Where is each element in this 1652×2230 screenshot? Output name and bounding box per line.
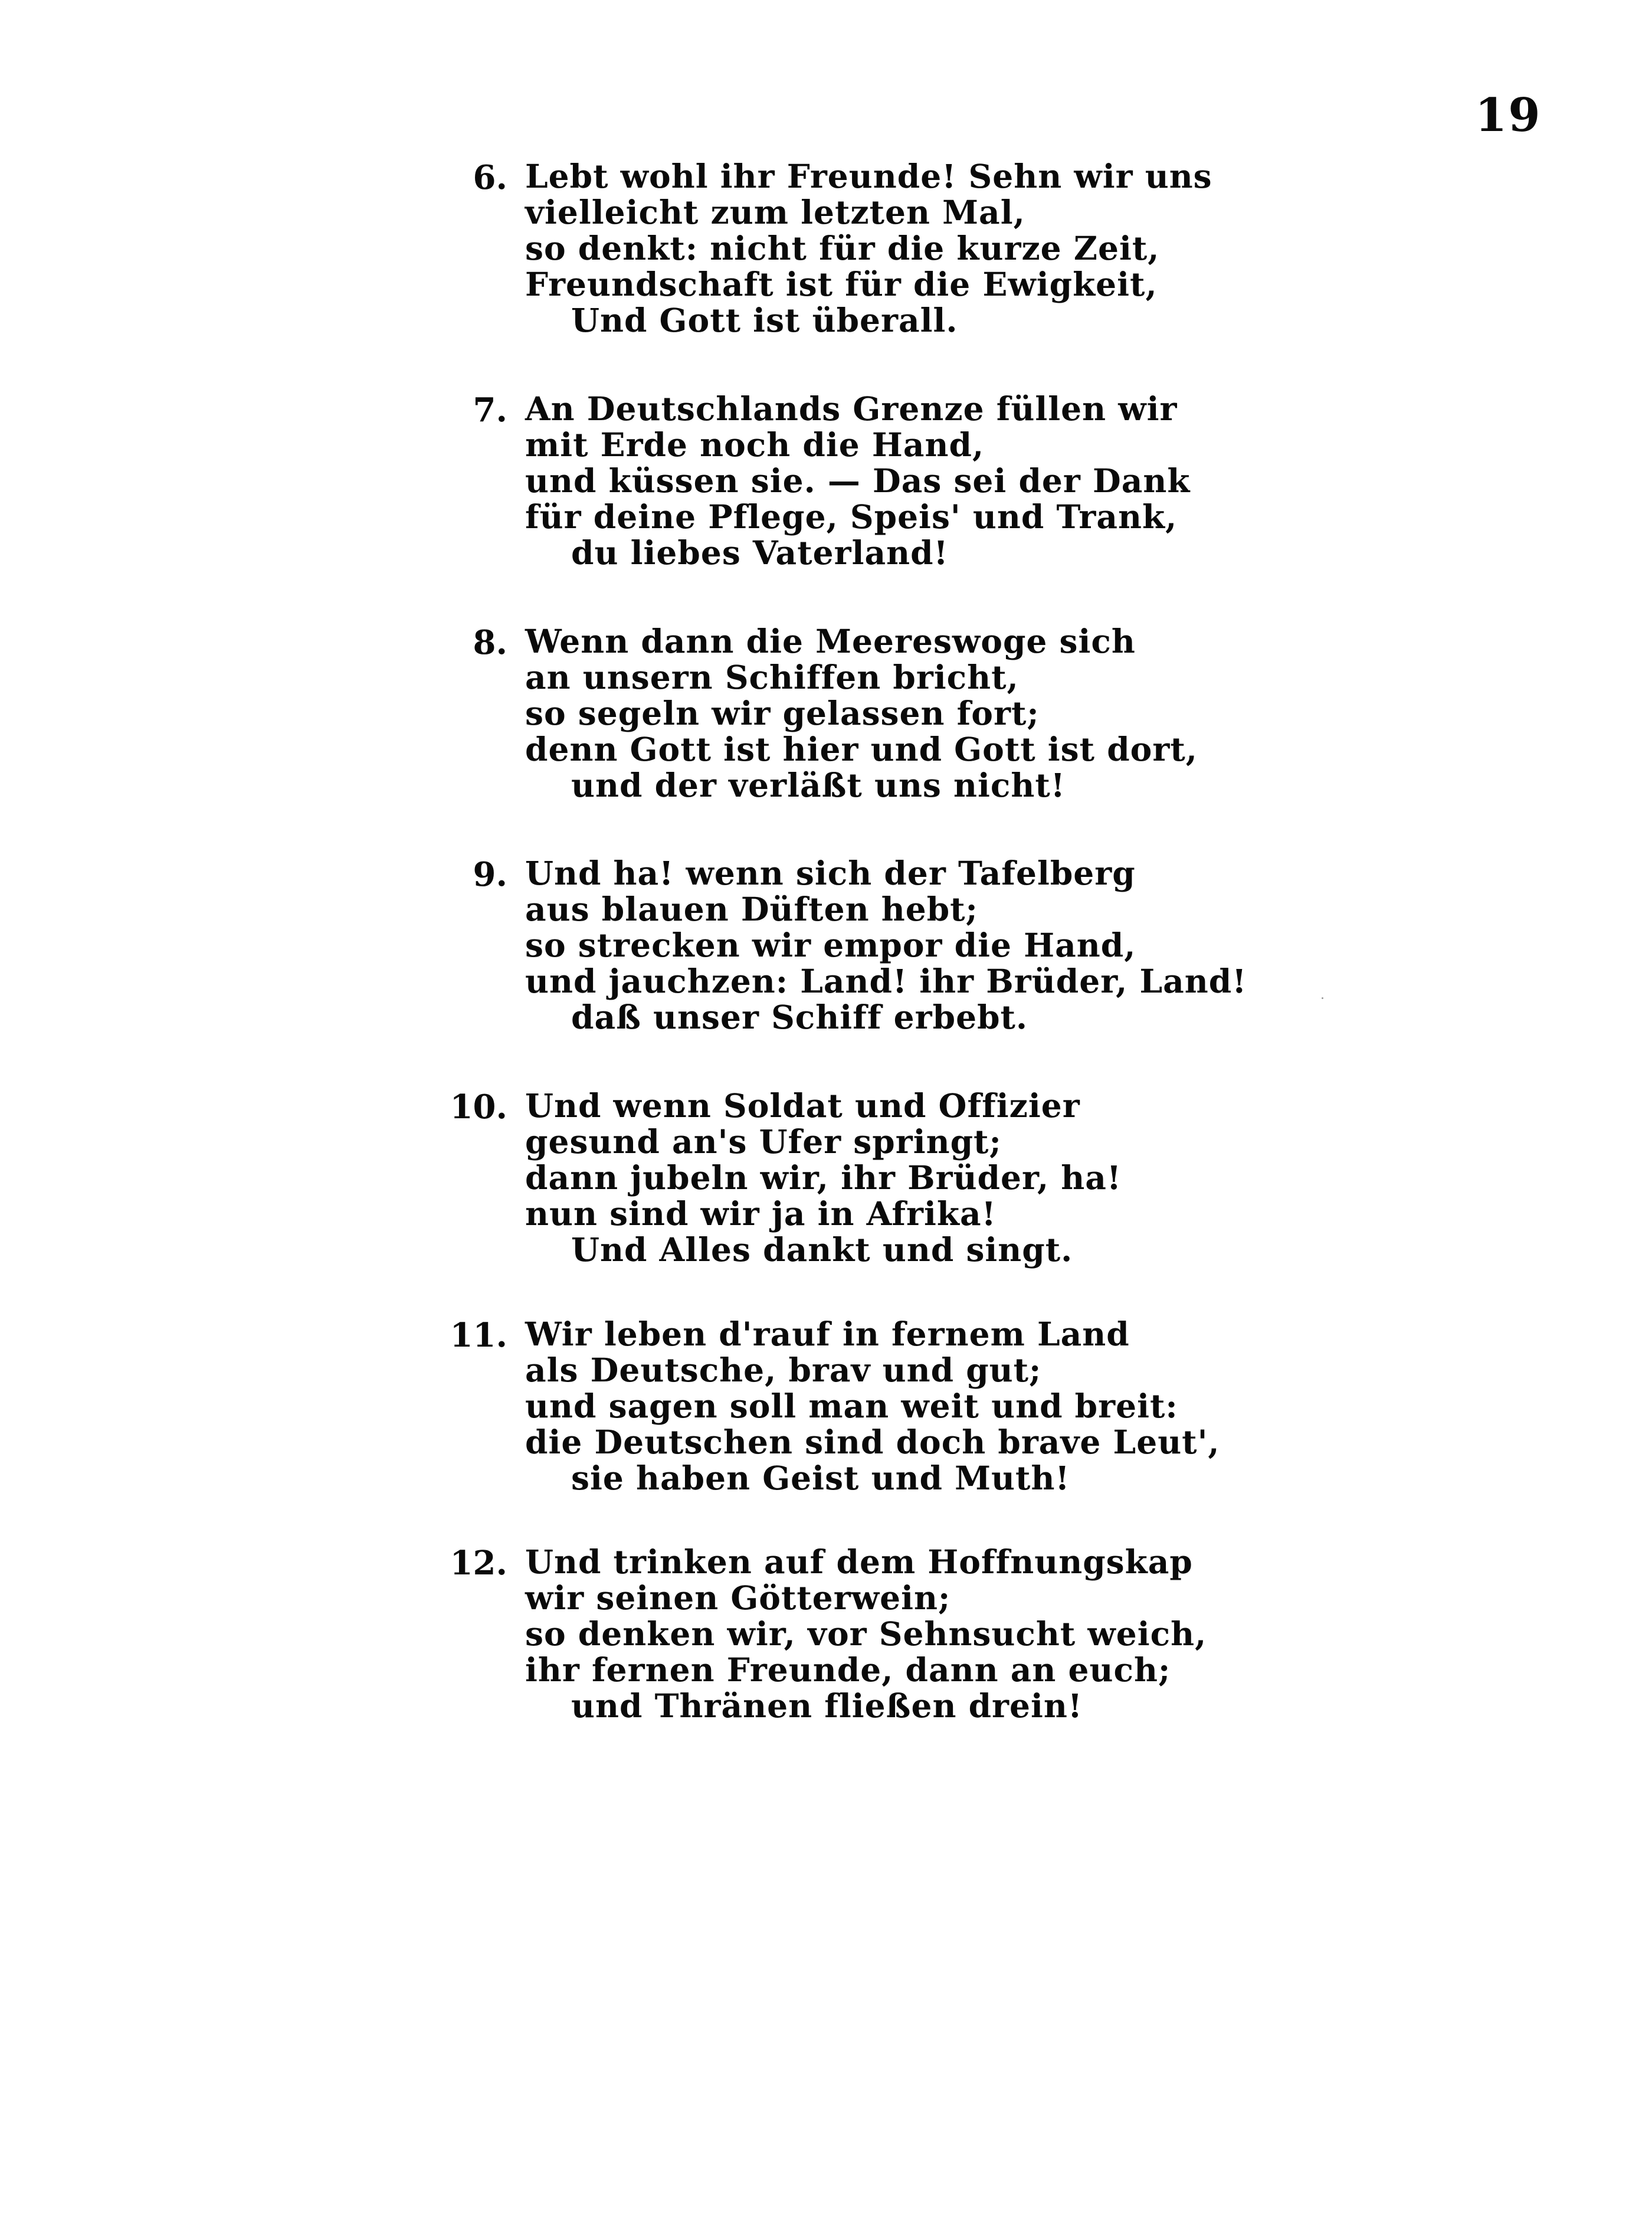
verse-line: Und Gott ist überall. (571, 301, 958, 339)
stanza-number: 12. (450, 1544, 507, 1583)
verse-line: und Thränen fließen drein! (571, 1687, 1083, 1725)
verse-line: vielleicht zum letzten Mal, (525, 193, 1025, 231)
verse-line: daß unser Schiff erbebt. (571, 998, 1028, 1036)
verse-line: so segeln wir gelassen fort; (525, 694, 1040, 732)
verse-line: und der verläßt uns nicht! (571, 766, 1066, 804)
verse-line: an unsern Schiffen bricht, (525, 658, 1019, 696)
verse-line: mit Erde noch die Hand, (525, 425, 985, 464)
verse-line: wir seinen Götterwein; (525, 1579, 951, 1617)
verse-line: als Deutsche, brav und gut; (525, 1351, 1042, 1389)
verse-line: nun sind wir ja in Afrika! (525, 1194, 997, 1233)
verse-line: gesund an's Ufer springt; (525, 1122, 1002, 1161)
stanza-number: 11. (450, 1316, 507, 1355)
verse-line: ihr fernen Freunde, dann an euch; (525, 1651, 1171, 1689)
stanza-number: 8. (473, 623, 507, 662)
print-speck (1322, 997, 1323, 999)
verse-line: dann jubeln wir, ihr Brüder, ha! (525, 1158, 1122, 1197)
verse-line: du liebes Vaterland! (571, 533, 949, 572)
verse-line: Und ha! wenn sich der Tafelberg (525, 854, 1136, 892)
verse-line: und sagen soll man weit und breit: (525, 1387, 1178, 1425)
stanza-lines (525, 1088, 1122, 1268)
verse-line: An Deutschlands Grenze füllen wir (525, 389, 1178, 428)
stanza-lines (525, 1544, 1207, 1724)
verse-line: Wenn dann die Meereswoge sich (525, 622, 1136, 660)
stanza-number: 10. (450, 1088, 507, 1127)
page-number: 19 (1475, 89, 1542, 142)
verse-line: so denkt: nicht für die kurze Zeit, (525, 229, 1160, 267)
stanza-lines (525, 1316, 1220, 1496)
stanza-number: 9. (473, 855, 507, 894)
verse-line: die Deutschen sind doch brave Leut', (525, 1423, 1220, 1461)
verse-line: Lebt wohl ihr Freunde! Sehn wir uns (525, 157, 1212, 195)
verse-line: und jauchzen: Land! ihr Brüder, Land! (525, 962, 1247, 1000)
stanza-lines (525, 623, 1198, 803)
verse-line: Und trinken auf dem Hoffnungskap (525, 1543, 1193, 1581)
verse-line: und küssen sie. — Das sei der Dank (525, 461, 1191, 500)
verse-line: so strecken wir empor die Hand, (525, 926, 1136, 964)
verse-line: aus blauen Düften hebt; (525, 890, 978, 928)
verse-line: Und wenn Soldat und Offizier (525, 1086, 1080, 1125)
verse-line: Wir leben d'rauf in fernem Land (525, 1315, 1130, 1353)
verse-line: sie haben Geist und Muth! (571, 1459, 1070, 1497)
verse-line: Und Alles dankt und singt. (571, 1230, 1073, 1269)
stanza-lines (525, 158, 1212, 338)
stanza-lines (525, 855, 1247, 1035)
verse-line: so denken wir, vor Sehnsucht weich, (525, 1615, 1207, 1653)
stanza-number: 7. (473, 391, 507, 430)
stanza-lines (525, 391, 1190, 571)
verse-line: für deine Pflege, Speis' und Trank, (525, 497, 1178, 536)
verse-line: denn Gott ist hier und Gott ist dort, (525, 730, 1198, 768)
stanza-number: 6. (473, 158, 507, 197)
verse-line: Freundschaft ist für die Ewigkeit, (525, 265, 1158, 303)
